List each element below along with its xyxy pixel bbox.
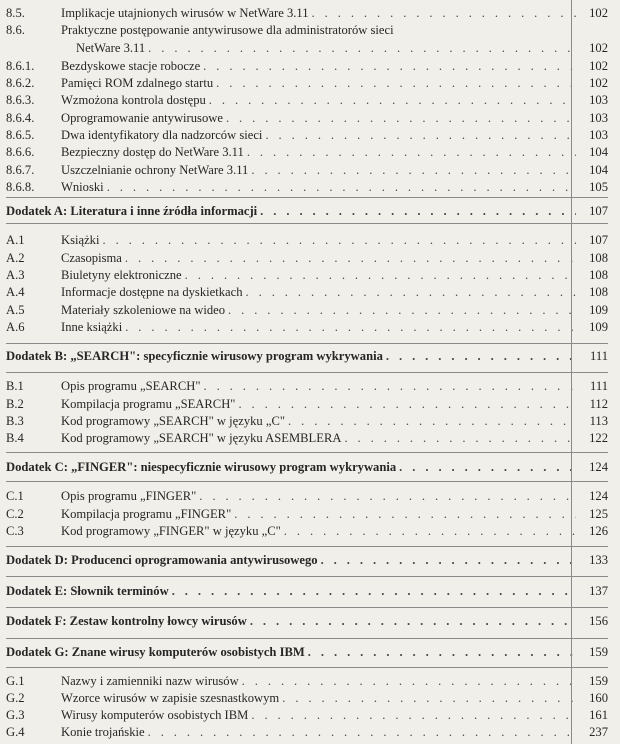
toc-entry-number: B.4 xyxy=(6,431,24,445)
toc-leader-dots xyxy=(125,318,576,336)
toc-divider xyxy=(6,343,608,344)
toc-page-number: 111 xyxy=(590,349,608,363)
toc-entry-number: A.4 xyxy=(6,285,25,299)
toc-leader-dots xyxy=(260,202,576,220)
toc-entry-line xyxy=(61,161,608,179)
toc-entry-title: Dodatek E: Słownik terminów xyxy=(6,584,169,598)
toc-page-number: 103 xyxy=(589,93,608,107)
toc-entry-title: Opis programu „SEARCH" xyxy=(61,379,201,393)
toc-page-number: 122 xyxy=(589,431,608,445)
toc-entry-line xyxy=(61,318,608,336)
toc-entry-number: 8.6.8. xyxy=(6,180,35,194)
toc-section-entry xyxy=(6,377,608,395)
toc-leader-dots xyxy=(284,522,576,540)
toc-entry-line xyxy=(61,74,608,92)
toc-entry-number: 8.6.3. xyxy=(6,93,35,107)
toc-entry-line xyxy=(6,202,608,220)
toc-entry-line xyxy=(61,706,608,724)
toc-entry-title: Dodatek C: „FINGER": niespecyficznie wirusowy program wykrywania xyxy=(6,460,397,474)
toc-leader-dots xyxy=(344,429,576,447)
toc-leader-dots xyxy=(228,301,576,319)
toc-entry-title: Czasopisma xyxy=(61,251,122,265)
toc-entry-number: 8.6.2. xyxy=(6,76,35,90)
toc-appendix-entry xyxy=(6,643,608,661)
toc-page-number: 137 xyxy=(589,584,608,598)
toc-entry-number: B.2 xyxy=(6,397,24,411)
toc-section-entry xyxy=(6,57,608,75)
toc-section-entry xyxy=(6,21,608,39)
toc-section-entry xyxy=(6,706,608,724)
toc-leader-dots xyxy=(107,178,576,196)
toc-entry-title: Kompilacja programu „SEARCH" xyxy=(61,397,236,411)
toc-entry-line xyxy=(6,458,608,476)
toc-entry-line xyxy=(61,301,608,319)
toc-entry-line xyxy=(6,582,608,600)
toc-page-number: 102 xyxy=(589,6,608,20)
toc-entry-line xyxy=(61,21,608,39)
toc-entry-number: A.2 xyxy=(6,251,25,265)
toc-entry-title: Wnioski xyxy=(61,180,104,194)
toc-entry-line xyxy=(61,283,608,301)
toc-section-entry xyxy=(6,723,608,741)
toc-page-number: 126 xyxy=(589,524,608,538)
toc-section-entry xyxy=(6,505,608,523)
toc-entry-number: A.5 xyxy=(6,303,25,317)
toc-entry-line xyxy=(61,377,608,395)
toc-page-number: 125 xyxy=(589,507,608,521)
toc-leader-dots xyxy=(321,551,576,569)
toc-section-entry xyxy=(6,283,608,301)
toc-entry-title: Biuletyny elektroniczne xyxy=(61,268,182,282)
toc-section-entry xyxy=(6,231,608,249)
toc-entry-line xyxy=(61,487,608,505)
toc-leader-dots xyxy=(199,487,576,505)
toc-leader-dots xyxy=(386,347,576,365)
toc-leader-dots xyxy=(265,126,576,144)
toc-leader-dots xyxy=(234,505,576,523)
toc-page-number: 103 xyxy=(589,128,608,142)
toc-page-number: 133 xyxy=(589,553,608,567)
toc-page-number: 109 xyxy=(589,303,608,317)
toc-entry-title: Materiały szkoleniowe na wideo xyxy=(61,303,226,317)
toc-divider xyxy=(6,607,608,608)
toc-entry-line xyxy=(61,126,608,144)
toc-entry-title: Dwa identyfikatory dla nadzorców sieci xyxy=(61,128,263,142)
toc-entry-title: Dodatek G: Znane wirusy komputerów osobistych IBM xyxy=(6,645,305,659)
toc-section-entry xyxy=(6,91,608,109)
toc-leader-dots xyxy=(102,231,576,249)
toc-appendix-entry xyxy=(6,202,608,220)
toc-leader-dots xyxy=(242,672,576,690)
toc-page-number: 237 xyxy=(589,725,608,739)
toc-entry-title: Kod programowy „SEARCH" w języku „C" xyxy=(61,414,285,428)
toc-entry-number: G.2 xyxy=(6,691,25,705)
toc-entry-line xyxy=(61,57,608,75)
toc-entry-number: G.3 xyxy=(6,708,25,722)
toc-section-entry xyxy=(6,429,608,447)
toc-entry-line xyxy=(61,109,608,127)
toc-entry-title: Bezdyskowe stacje robocze xyxy=(61,59,201,73)
toc-page-number: 102 xyxy=(589,41,608,55)
toc-entry-number: C.3 xyxy=(6,524,24,538)
toc-section-entry xyxy=(6,143,608,161)
toc-entry-title: Pamięci ROM zdalnego startu xyxy=(61,76,214,90)
toc-leader-dots xyxy=(172,582,576,600)
toc-entry-number: 8.6.1. xyxy=(6,59,35,73)
toc-page-number: 107 xyxy=(589,233,608,247)
toc-entry-number: A.1 xyxy=(6,233,25,247)
toc-entry-line xyxy=(61,249,608,267)
toc-page-number: 108 xyxy=(589,285,608,299)
toc-entry-title: Nazwy i zamienniki nazw wirusów xyxy=(61,674,239,688)
toc-entry-title: Dodatek A: Literatura i inne źródła informacji xyxy=(6,204,258,218)
toc-appendix-entry xyxy=(6,347,608,365)
toc-section-entry xyxy=(6,672,608,690)
toc-entry-title: Bezpieczny dostęp do NetWare 3.11 xyxy=(61,145,244,159)
toc-entry-number: A.3 xyxy=(6,268,25,282)
toc-divider xyxy=(6,452,608,453)
toc-section-entry xyxy=(6,249,608,267)
toc-section-entry xyxy=(6,126,608,144)
toc-leader-dots xyxy=(238,395,576,413)
toc-leader-dots xyxy=(251,161,576,179)
toc-entry-title: Dodatek B: „SEARCH": specyficznie wirusowy program wykrywania xyxy=(6,349,383,363)
toc-entry-title: Kod programowy „FINGER" w języku „C" xyxy=(61,524,281,538)
toc-entry-line xyxy=(61,143,608,161)
toc-entry-title: Oprogramowanie antywirusowe xyxy=(61,111,223,125)
toc-page-number: 107 xyxy=(589,204,608,218)
toc-entry-title: Dodatek D: Producenci oprogramowania antywirusowego xyxy=(6,553,318,567)
toc-leader-dots xyxy=(308,643,576,661)
toc-entry-line xyxy=(6,612,608,630)
toc-entry-line xyxy=(61,266,608,284)
toc-leader-dots xyxy=(251,706,576,724)
toc-section-entry xyxy=(6,4,608,22)
toc-page-number: 156 xyxy=(589,614,608,628)
toc-page-number: 102 xyxy=(589,76,608,90)
toc-section-entry xyxy=(6,178,608,196)
toc-entry-line xyxy=(61,522,608,540)
toc-leader-dots xyxy=(288,412,576,430)
toc-entry-title-continuation: NetWare 3.11 xyxy=(76,41,146,55)
toc-entry-line xyxy=(61,91,608,109)
toc-page-number: 109 xyxy=(589,320,608,334)
toc-divider xyxy=(6,481,608,482)
toc-divider xyxy=(6,638,608,639)
toc-page-number: 103 xyxy=(589,111,608,125)
toc-entry-title: Opis programu „FINGER" xyxy=(61,489,197,503)
toc-page-number: 108 xyxy=(589,268,608,282)
toc-entry-title: Wzorce wirusów w zapisie szesnastkowym xyxy=(61,691,280,705)
toc-page-number: 108 xyxy=(589,251,608,265)
toc-entry-number: 8.5. xyxy=(6,6,25,20)
toc-entry-number: G.1 xyxy=(6,674,25,688)
toc-entry-title: Kod programowy „SEARCH" w języku ASEMBLERA xyxy=(61,431,342,445)
toc-section-entry xyxy=(6,395,608,413)
toc-entry-line xyxy=(6,643,608,661)
toc-entry-number: B.1 xyxy=(6,379,24,393)
toc-entry-title: Książki xyxy=(61,233,100,247)
toc-entry-number: G.4 xyxy=(6,725,25,739)
toc-entry-title: Inne książki xyxy=(61,320,123,334)
toc-entry-line xyxy=(61,672,608,690)
toc-entry-number: 8.6.5. xyxy=(6,128,35,142)
toc-entry-line xyxy=(61,505,608,523)
toc-leader-dots xyxy=(399,458,576,476)
toc-leader-dots xyxy=(282,689,576,707)
toc-entry-number: 8.6.7. xyxy=(6,163,35,177)
toc-entry-title: Implikacje utajnionych wirusów w NetWare 3.11 xyxy=(61,6,309,20)
toc-entry-number: 8.6.6. xyxy=(6,145,35,159)
toc-appendix-entry xyxy=(6,582,608,600)
toc-section-entry xyxy=(6,412,608,430)
toc-leader-dots xyxy=(250,612,576,630)
toc-leader-dots xyxy=(185,266,576,284)
toc-section-entry xyxy=(6,318,608,336)
toc-section-entry xyxy=(6,109,608,127)
toc-page-number: 102 xyxy=(589,59,608,73)
toc-entry-line xyxy=(6,347,608,365)
toc-entry-line xyxy=(6,551,608,569)
toc-entry-title: Wzmożona kontrola dostępu xyxy=(61,93,206,107)
toc-divider xyxy=(6,223,608,224)
toc-entry-number: C.1 xyxy=(6,489,24,503)
toc-divider xyxy=(6,546,608,547)
toc-entry-number: A.6 xyxy=(6,320,25,334)
toc-entry-line xyxy=(61,412,608,430)
toc-divider xyxy=(6,576,608,577)
toc-entry-title: Uszczelnianie ochrony NetWare 3.11 xyxy=(61,163,249,177)
toc-section-entry xyxy=(6,161,608,179)
page-column-rule xyxy=(571,0,572,744)
toc-divider xyxy=(6,667,608,668)
toc-page-number: 161 xyxy=(589,708,608,722)
toc-page-number: 160 xyxy=(589,691,608,705)
toc-page-number: 113 xyxy=(589,414,608,428)
toc-page-number: 159 xyxy=(589,674,608,688)
toc-page-number: 124 xyxy=(589,460,608,474)
toc-leader-dots xyxy=(226,109,576,127)
toc-leader-dots xyxy=(312,4,576,22)
toc-entry-continuation xyxy=(6,39,608,57)
toc-section-entry xyxy=(6,266,608,284)
toc-entry-title: Dodatek F: Zestaw kontrolny łowcy wirusów xyxy=(6,614,247,628)
toc-entry-title: Kompilacja programu „FINGER" xyxy=(61,507,232,521)
toc-page-number: 124 xyxy=(589,489,608,503)
toc-entry-line xyxy=(61,429,608,447)
toc-appendix-entry xyxy=(6,551,608,569)
toc-entry-number: 8.6.4. xyxy=(6,111,35,125)
toc-entry-line xyxy=(61,723,608,741)
toc-page-number: 104 xyxy=(589,145,608,159)
toc-leader-dots xyxy=(125,249,576,267)
toc-entry-line xyxy=(61,4,608,22)
toc-divider xyxy=(6,197,608,198)
toc-section-entry xyxy=(6,689,608,707)
toc-section-entry xyxy=(6,487,608,505)
toc-section-entry xyxy=(6,301,608,319)
toc-section-entry xyxy=(6,522,608,540)
toc-entry-number: C.2 xyxy=(6,507,24,521)
toc-leader-dots xyxy=(203,377,576,395)
toc-leader-dots xyxy=(246,283,577,301)
toc-leader-dots xyxy=(209,91,576,109)
toc-entry-number: B.3 xyxy=(6,414,24,428)
toc-entry-title: Konie trojańskie xyxy=(61,725,145,739)
toc-leader-dots xyxy=(216,74,576,92)
toc-appendix-entry xyxy=(6,458,608,476)
toc-leader-dots xyxy=(148,39,576,57)
toc-leader-dots xyxy=(148,723,576,741)
toc-entry-line xyxy=(61,689,608,707)
toc-page-number: 104 xyxy=(589,163,608,177)
toc-page-number: 105 xyxy=(589,180,608,194)
toc-entry-title: Informacje dostępne na dyskietkach xyxy=(61,285,243,299)
toc-entry-title: Praktyczne postępowanie antywirusowe dla administratorów sieci xyxy=(61,23,394,37)
toc-entry-line xyxy=(61,395,608,413)
toc-divider xyxy=(6,372,608,373)
toc-entry-line xyxy=(61,178,608,196)
toc-appendix-entry xyxy=(6,612,608,630)
toc-entry-title: Wirusy komputerów osobistych IBM xyxy=(61,708,249,722)
toc-leader-dots xyxy=(203,57,576,75)
toc-leader-dots xyxy=(247,143,576,161)
toc-entry-line xyxy=(76,39,608,57)
toc-entry-number: 8.6. xyxy=(6,23,25,37)
toc-page-number: 112 xyxy=(589,397,608,411)
toc-page-number: 111 xyxy=(590,379,608,393)
toc-section-entry xyxy=(6,74,608,92)
toc-entry-line xyxy=(61,231,608,249)
toc-page-number: 159 xyxy=(589,645,608,659)
